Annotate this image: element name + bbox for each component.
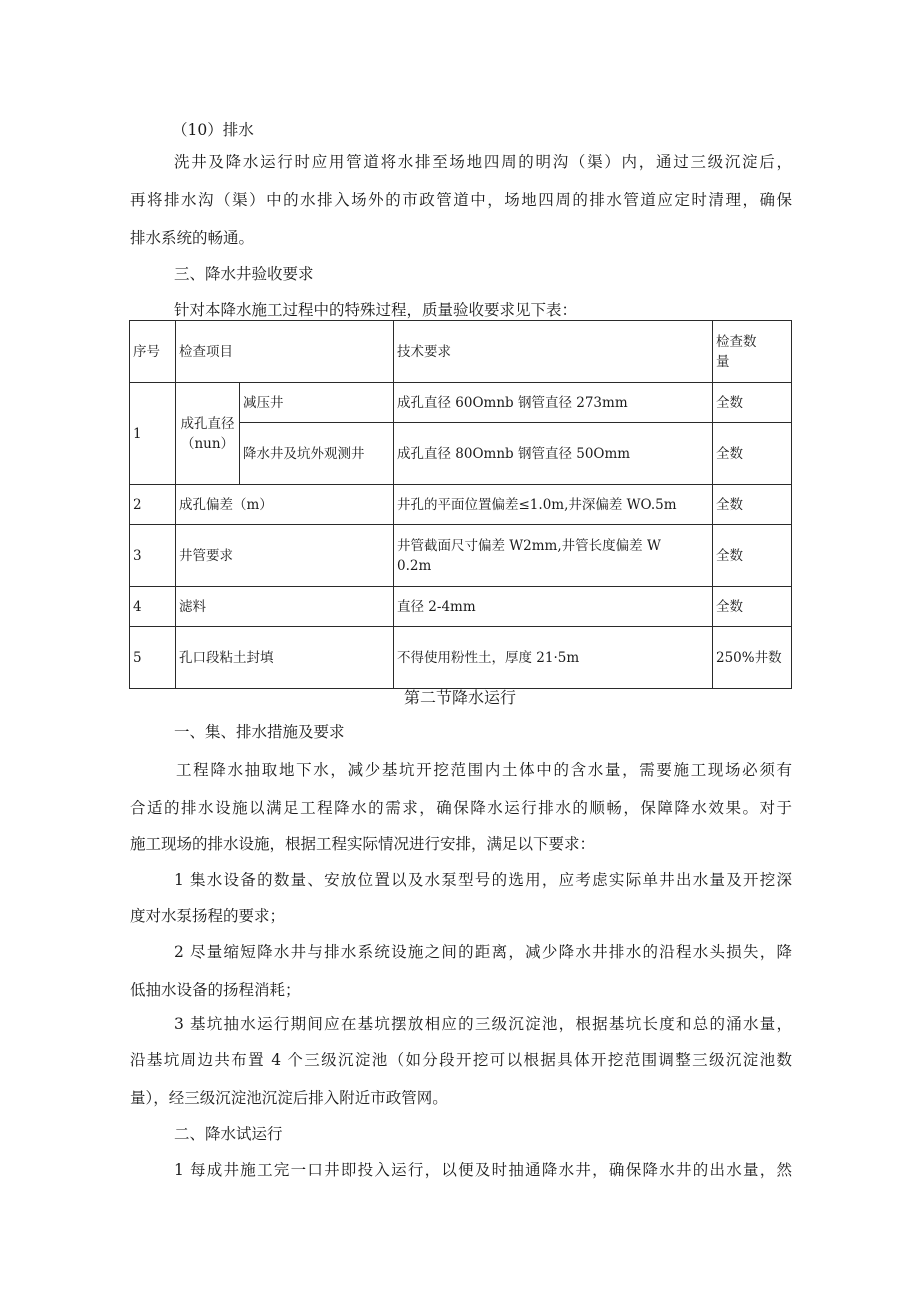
row5-qty: 250%井数 [713, 627, 792, 689]
table-row [130, 587, 792, 627]
section-1-item3-line-1: 3 基坑抽水运行期间应在基坑摆放相应的三级沉淀池，根据基坑长度和总的涌水量， [174, 1015, 792, 1033]
row4-no: 4 [130, 587, 176, 627]
row1-qty-b: 全数 [713, 423, 792, 485]
section-10-line-2: 再将排水沟（渠）中的水排入场外的市政管道中，场地四周的排水管道应定时清理，确保 [130, 191, 792, 209]
table-row [130, 383, 792, 423]
section-1-heading: 一、集、排水措施及要求 [174, 723, 345, 741]
row1-sub-a: 减压井 [240, 383, 394, 423]
table-row [130, 525, 792, 587]
header-tech: 技术要求 [394, 321, 713, 383]
section-1-item1-line-2: 度对水泵扬程的要求； [130, 907, 286, 925]
row3-tech-line-2: 0.2m [397, 557, 432, 574]
section-1-item1-line-1: 1 集水设备的数量、安放位置以及水泵型号的选用，应考虑实际单井出水量及开挖深 [174, 871, 792, 889]
section-2-heading: 二、降水试运行 [174, 1125, 283, 1143]
section-1-p1-line-2: 合适的排水设施以满足工程降水的需求，确保降水运行排水的顺畅，保障降水效果。对于 [130, 799, 792, 817]
header-item: 检查项目 [176, 321, 394, 383]
row5-no: 5 [130, 627, 176, 689]
section-3-heading: 三、降水井验收要求 [174, 265, 314, 283]
chapter-title: 第二节降水运行 [403, 688, 516, 707]
row4-qty: 全数 [713, 587, 792, 627]
row1-tech-a: 成孔直径 60Omnb 钢管直径 273mm [394, 383, 713, 423]
section-1-p1-line-1: 工程降水抽取地下水，减少基坑开挖范围内土体中的含水量，需要施工现场必须有 [176, 761, 792, 779]
row5-item: 孔口段粘土封填 [176, 627, 394, 689]
header-qty [713, 321, 792, 383]
section-3-intro: 针对本降水施工过程中的特殊过程，质量验收要求见下表： [174, 301, 578, 319]
section-2-item1-line-1: 1 每成井施工完一口井即投入运行，以便及时抽通降水井，确保降水井的出水量，然 [174, 1161, 792, 1179]
row5-tech: 不得使用粉性土，厚度 21·5m [394, 627, 713, 689]
row4-item: 滤料 [176, 587, 394, 627]
acceptance-table [129, 320, 792, 689]
section-1-item3-line-2: 沿基坑周边共布置 4 个三级沉淀池（如分段开挖可以根据具体开挖范围调整三级沉淀池数 [130, 1051, 792, 1069]
row1-sub-b: 降水井及坑外观测井 [240, 423, 394, 485]
row2-item: 成孔偏差（m） [176, 485, 394, 525]
row2-tech: 井孔的平面位置偏差≤1.0m,井深偏差 WO.5m [394, 485, 713, 525]
row1-qty-a: 全数 [713, 383, 792, 423]
header-qty-line-2: 量 [716, 353, 730, 370]
section-10-line-3: 排水系统的畅通。 [130, 229, 255, 247]
row3-qty: 全数 [713, 525, 792, 587]
section-1-item2-line-1: 2 尽量缩短降水井与排水系统设施之间的距离，减少降水井排水的沿程水头损失，降 [174, 943, 792, 961]
row1-item-line-2: （nun） [180, 435, 235, 452]
table-header-row [130, 321, 792, 383]
row3-item: 井管要求 [176, 525, 394, 587]
row1-item-line-1: 成孔直径 [180, 415, 235, 432]
row3-tech-line-1: 井管截面尺寸偏差 W2mm,井管长度偏差 W [397, 537, 661, 554]
section-1-item3-line-3: 量），经三级沉淀池沉淀后排入附近市政管网。 [130, 1089, 448, 1107]
section-10-line-1: 洗井及降水运行时应用管道将水排至场地四周的明沟（渠）内，通过三级沉淀后， [174, 153, 792, 171]
row1-no: 1 [130, 383, 176, 485]
table-row [130, 485, 792, 525]
row3-no: 3 [130, 525, 176, 587]
section-1-item2-line-2: 低抽水设备的扬程消耗； [130, 981, 301, 999]
row2-no: 2 [130, 485, 176, 525]
row2-qty: 全数 [713, 485, 792, 525]
row3-tech [394, 525, 713, 587]
row4-tech: 直径 2-4mm [394, 587, 713, 627]
section-10-heading: （10）排水 [172, 121, 254, 139]
header-no: 序号 [130, 321, 176, 383]
row1-tech-b: 成孔直径 80Omnb 钢管直径 50Omm [394, 423, 713, 485]
section-1-p1-line-3: 施工现场的排水设施，根据工程实际情况进行安排，满足以下要求： [130, 835, 596, 853]
table-row [130, 627, 792, 689]
header-qty-line-1: 检查数 [716, 333, 757, 350]
row1-item [176, 383, 240, 485]
